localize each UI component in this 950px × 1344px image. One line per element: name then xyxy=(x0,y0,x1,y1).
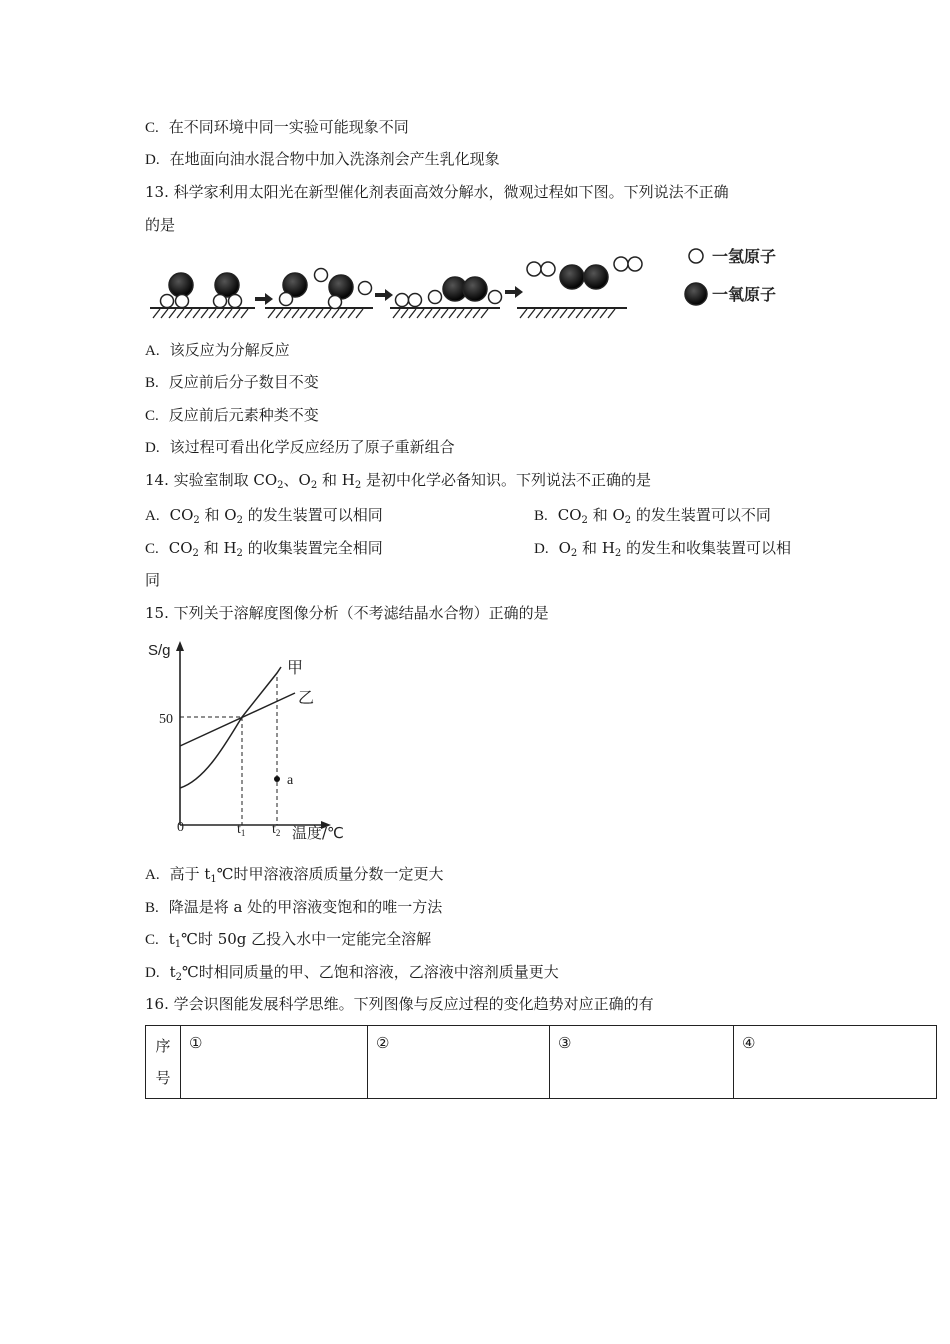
option-letter: C. xyxy=(145,120,159,136)
text: O xyxy=(558,539,571,557)
table-cell-3: ③ xyxy=(550,1026,734,1099)
option-letter: A. xyxy=(145,508,160,524)
legend xyxy=(685,249,707,305)
stage-4-products xyxy=(527,257,642,289)
option-letter: C. xyxy=(145,541,159,557)
subscript: 2 xyxy=(310,480,318,491)
subscript: 2 xyxy=(614,548,622,559)
option-letter: D. xyxy=(145,152,160,168)
hydrogen-atom-icon xyxy=(689,249,703,263)
option-text: 反应前后分子数目不变 xyxy=(168,373,319,391)
oxygen-atom-icon xyxy=(685,283,707,305)
solubility-curve-chart xyxy=(145,635,365,845)
tick-text: t xyxy=(272,822,276,837)
text: 的发生和收集装置可以相 xyxy=(621,539,792,557)
text: 和 H xyxy=(577,539,615,557)
text: 的发生装置可以相同 xyxy=(242,506,383,524)
header-text: 序 xyxy=(155,1037,171,1055)
subscript: 1 xyxy=(174,939,182,950)
text: 和 H xyxy=(317,471,355,489)
table-cell-2: ② xyxy=(368,1026,550,1099)
tick-subscript: 1 xyxy=(240,828,246,838)
y-tick-50: 50 xyxy=(159,712,173,727)
option-letter: C. xyxy=(145,408,159,424)
option-text: 反应前后元素种类不变 xyxy=(168,406,319,424)
series-yi-line xyxy=(180,693,295,746)
arrow-icon xyxy=(505,286,523,298)
subscript: 2 xyxy=(236,515,243,526)
table-cell-1: ① xyxy=(181,1026,368,1099)
text: CO xyxy=(168,539,193,557)
table-cell-4: ④ xyxy=(734,1026,937,1099)
q13-option-c xyxy=(145,405,319,426)
option-text: 在地面向油水混合物中加入洗涤剂会产生乳化现象 xyxy=(169,150,500,168)
q15-option-b xyxy=(145,897,442,918)
option-letter: D. xyxy=(534,541,549,557)
text: CO xyxy=(169,506,194,524)
text: 、O xyxy=(283,471,311,489)
q15-option-d xyxy=(145,962,559,983)
water-decomposition-diagram xyxy=(145,240,805,325)
q16-table xyxy=(145,1025,937,1099)
q13-option-b xyxy=(145,372,319,393)
text: 的收集装置完全相同 xyxy=(242,539,383,557)
legend-oxygen: 一氧原子 xyxy=(712,285,777,304)
q12-option-d xyxy=(145,149,500,170)
series-label-jia: 甲 xyxy=(287,658,304,677)
q14-option-d xyxy=(534,538,791,559)
text: 是初中化学必备知识。下列说法不正确的是 xyxy=(361,471,652,489)
y-axis-label: S/g xyxy=(148,642,171,659)
option-letter: A. xyxy=(145,867,160,883)
q13-stem-line2: 的是 xyxy=(145,216,176,234)
option-letter: B. xyxy=(534,508,548,524)
legend-hydrogen: 一氢原子 xyxy=(712,247,777,266)
option-letter: B. xyxy=(145,900,159,916)
text: ℃时相同质量的甲、乙饱和溶液，乙溶液中溶剂质量更大 xyxy=(182,963,559,981)
subscript: 2 xyxy=(624,515,632,526)
subscript: 2 xyxy=(192,548,199,559)
q15-option-a xyxy=(145,864,444,885)
q12-option-c xyxy=(145,117,409,138)
text: 的发生装置可以不同 xyxy=(631,506,771,524)
q15-option-c xyxy=(145,929,431,950)
q14-option-a xyxy=(145,505,383,526)
text: ℃时甲溶液溶质质量分数一定更大 xyxy=(216,865,444,883)
text: ℃时 50g 乙投入水中一定能完全溶解 xyxy=(181,930,432,948)
text: 和 H xyxy=(198,539,237,557)
subscript: 2 xyxy=(175,972,182,983)
header-text: 号 xyxy=(155,1069,171,1087)
text: 和 O xyxy=(199,506,237,524)
arrow-icon xyxy=(375,289,393,301)
option-letter: B. xyxy=(145,375,159,391)
subscript: 2 xyxy=(277,480,284,491)
x-axis-label: 温度/℃ xyxy=(292,824,344,842)
subscript: 2 xyxy=(570,548,578,559)
series-label-yi: 乙 xyxy=(298,688,315,707)
q14-option-b xyxy=(534,505,771,526)
subscript: 2 xyxy=(193,515,200,526)
arrow-icon xyxy=(255,293,273,305)
point-a-label: a xyxy=(287,773,294,788)
q14-option-d-wrap: 同 xyxy=(145,571,161,589)
text: 高于 t xyxy=(169,865,211,883)
stage-3-atoms-on-surface xyxy=(396,277,502,307)
tick-text: t xyxy=(237,822,241,837)
text: 和 O xyxy=(587,506,625,524)
option-text: 降温是将 a 处的甲溶液变饱和的唯一方法 xyxy=(168,898,443,916)
text: CO xyxy=(557,506,582,524)
table-row xyxy=(146,1026,937,1099)
q15-stem: 15. 下列关于溶解度图像分析（不考滤结晶水合物）正确的是 xyxy=(145,604,549,622)
stage-1-water-molecules xyxy=(161,273,242,308)
option-letter: D. xyxy=(145,440,160,456)
q14-option-c xyxy=(145,538,383,559)
text: 14. 实验室制取 CO xyxy=(145,471,278,489)
table-header-cell xyxy=(146,1026,181,1099)
series-jia-curve xyxy=(180,667,281,788)
origin-label: 0 xyxy=(177,820,184,835)
option-letter: D. xyxy=(145,965,160,981)
y-axis-arrow-icon xyxy=(176,641,184,651)
subscript: 2 xyxy=(354,480,362,491)
option-letter: C. xyxy=(145,932,159,948)
q13-option-d xyxy=(145,437,455,458)
subscript: 2 xyxy=(581,515,588,526)
q14-stem xyxy=(145,470,651,490)
subscript: 1 xyxy=(210,874,217,885)
tick-subscript: 2 xyxy=(275,828,281,838)
q13-option-a xyxy=(145,340,290,361)
text: t xyxy=(168,930,175,948)
subscript: 2 xyxy=(236,548,243,559)
text: t xyxy=(169,963,176,981)
option-text: 该过程可看出化学反应经历了原子重新组合 xyxy=(169,438,455,456)
q16-stem: 16. 学会识图能发展科学思维。下列图像与反应过程的变化趋势对应正确的有 xyxy=(145,995,654,1013)
stage-2-dissociation xyxy=(280,269,372,309)
q13-stem-line1: 13. 科学家利用太阳光在新型催化剂表面高效分解水，微观过程如下图。下列说法不正确 xyxy=(145,183,729,201)
option-text: 该反应为分解反应 xyxy=(169,341,290,359)
point-a xyxy=(274,776,280,782)
option-text: 在不同环境中同一实验可能现象不同 xyxy=(168,118,409,136)
option-letter: A. xyxy=(145,343,160,359)
